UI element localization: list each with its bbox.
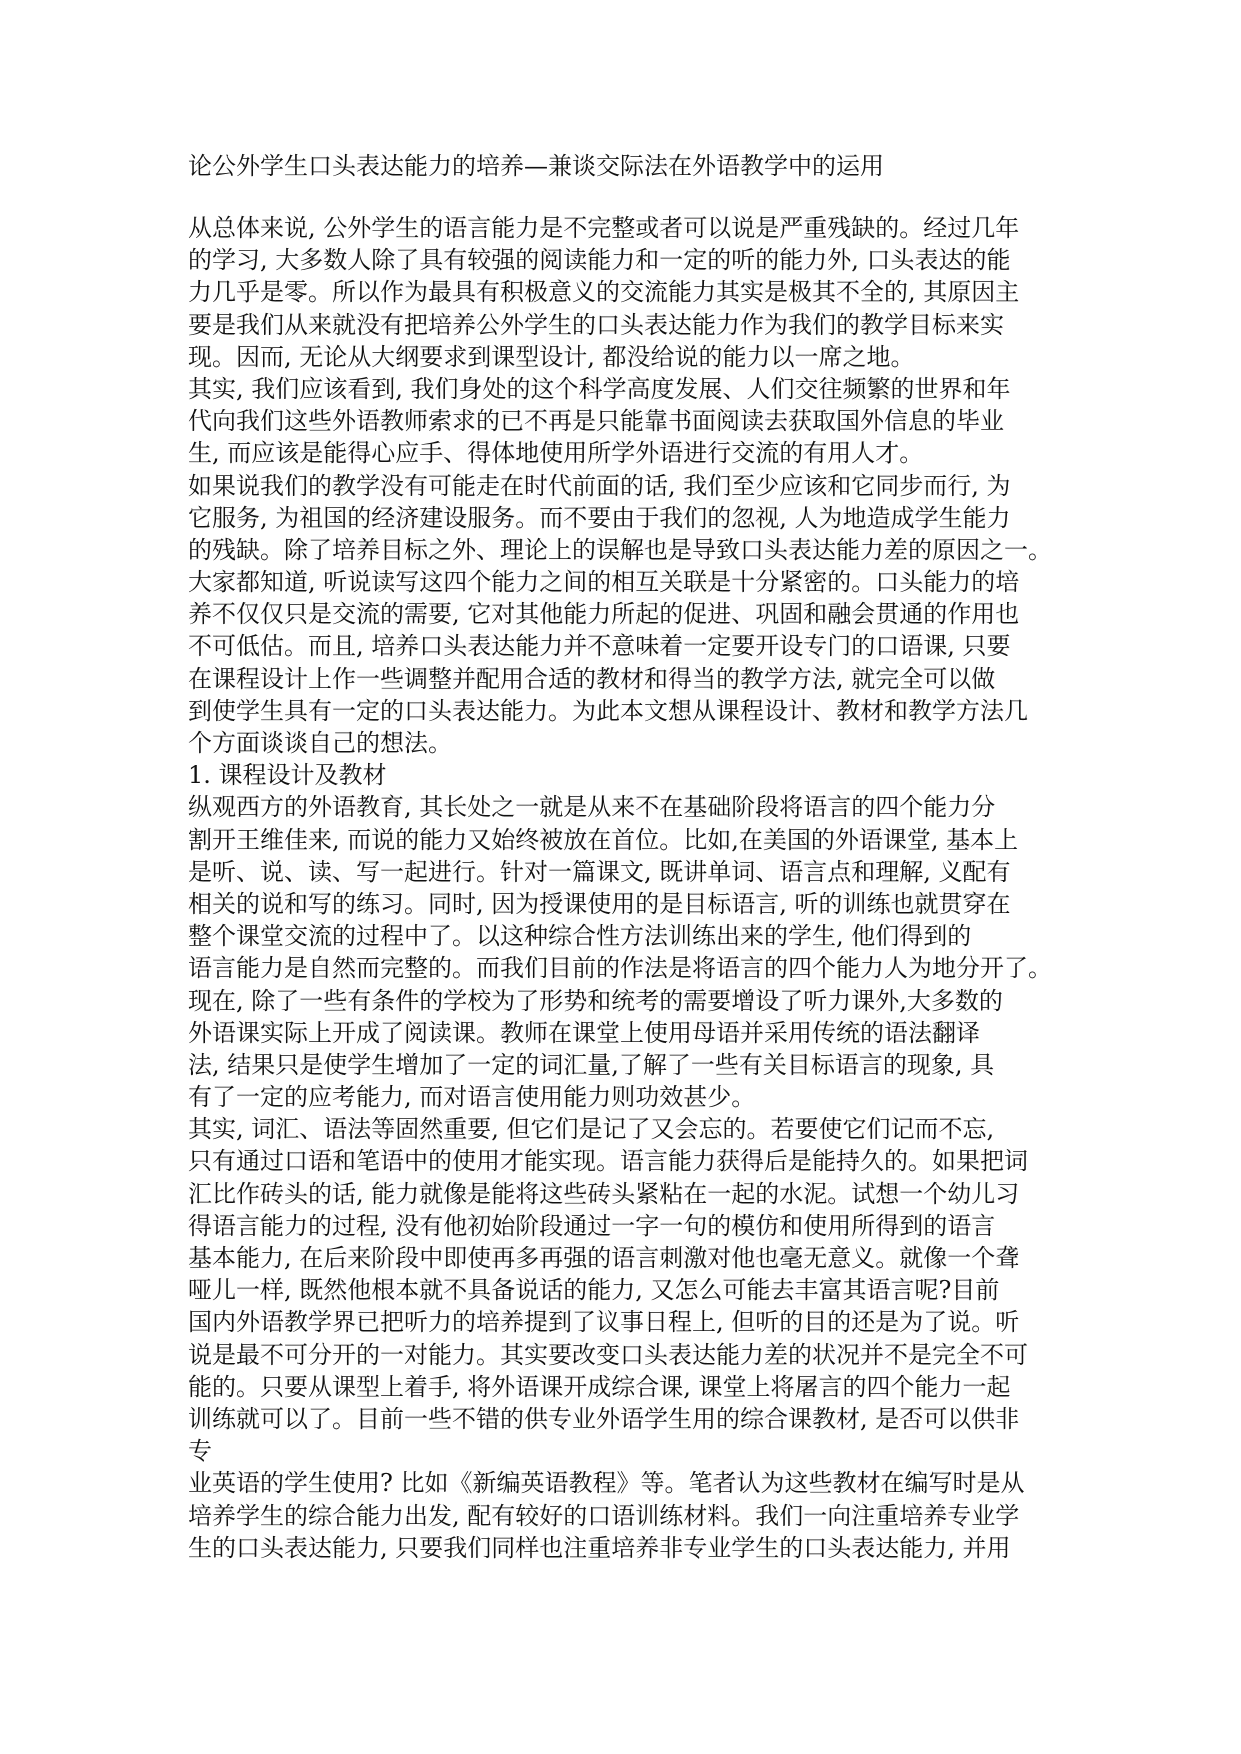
text-line: 从总体来说, 公外学生的语言能力是不完整或者可以说是严重残缺的。经过几年 [188, 214, 1020, 242]
text-line: 现。因而, 无论从大纲要求到课型设计, 都没给说的能力以一席之地。 [188, 342, 915, 371]
text-line: 是听、说、读、写一起进行。针对一篇课文, 既讲单词、语言点和理解, 义配有 [188, 857, 1011, 886]
text-line: 培养学生的综合能力出发, 配有较好的口语训练材料。我们一向注重培养专业学 [188, 1501, 1020, 1530]
text-line: 语言能力是自然而完整的。而我们目前的作法是将语言的四个能力人为地分开了。 [188, 954, 1052, 983]
text-line: 现在, 除了一些有条件的学校为了形势和统考的需要增设了听力课外,大多数的 [188, 986, 1003, 1015]
text-line: 说是最不可分开的一对能力。其实要改变口头表达能力差的状况并不是完全不可 [188, 1340, 1028, 1369]
text-line: 哑儿一样, 既然他根本就不具备说话的能力, 又怎么可能去丰富其语言呢?目前 [188, 1276, 1000, 1305]
text-line: 的残缺。除了培养目标之外、理论上的误解也是导致口头表达能力差的原因之一。 [188, 535, 1052, 564]
document-body [188, 212, 1068, 1564]
text-line: 代向我们这些外语教师索求的已不再是只能靠书面阅读去获取国外信息的毕业 [188, 407, 1004, 436]
text-line: 到使学生具有一定的口头表达能力。为此本文想从课程设计、教材和教学方法几 [188, 696, 1028, 725]
text-line: 纵观西方的外语教育, 其长处之一就是从来不在基础阶段将语言的四个能力分 [188, 793, 996, 822]
text-line: 它服务, 为祖国的经济建设服务。而不要由于我们的忽视, 人为地造成学生能力 [188, 503, 1011, 532]
text-line: 1. 课程设计及教材 [188, 761, 387, 790]
text-line: 生的口头表达能力, 只要我们同样也注重培养非专业学生的口头表达能力, 并用 [188, 1533, 1011, 1562]
text-line: 其实, 我们应该看到, 我们身处的这个科学高度发展、人们交往频繁的世界和年 [188, 374, 1011, 403]
text-line: 国内外语教学界已把听力的培养提到了议事日程上, 但听的目的还是为了说。听 [188, 1308, 1020, 1337]
text-line: 相关的说和写的练习。同时, 因为授课使用的是目标语言, 听的训练也就贯穿在 [188, 889, 1011, 918]
text-line: 割开王维佳来, 而说的能力又始终被放在首位。比如,在美国的外语课堂, 基本上 [188, 825, 1019, 854]
text-line: 的学习, 大多数人除了具有较强的阅读能力和一定的听的能力外, 口头表达的能 [188, 246, 1011, 275]
text-line: 不可低估。而且, 培养口头表达能力并不意味着一定要开设专门的口语课, 只要 [188, 632, 1011, 661]
text-line: 训练就可以了。目前一些不错的供专业外语学生用的综合课教材, 是否可以供非 [188, 1404, 1020, 1433]
text-line: 有了一定的应考能力, 而对语言使用能力则功效甚少。 [188, 1083, 756, 1112]
text-line: 养不仅仅只是交流的需要, 它对其他能力所起的促进、巩固和融会贯通的作用也 [188, 600, 1020, 629]
text-line: 汇比作砖头的话, 能力就像是能将这些砖头紧粘在一起的水泥。试想一个幼儿习 [188, 1179, 1020, 1208]
document-title: 论公外学生口头表达能力的培养—兼谈交际法在外语教学中的运用 [188, 152, 884, 180]
text-line: 个方面谈谈自己的想法。 [188, 729, 452, 757]
text-line: 只有通过口语和笔语中的使用才能实现。语言能力获得后是能持久的。如果把词 [188, 1147, 1028, 1176]
text-line: 整个课堂交流的过程中了。以这种综合性方法训练出来的学生, 他们得到的 [188, 922, 972, 951]
text-line: 其实, 词汇、语法等固然重要, 但它们是记了又会忘的。若要使它们记而不忘, [188, 1115, 995, 1144]
text-line: 能的。只要从课型上着手, 将外语课开成综合课, 课堂上将屠言的四个能力一起 [188, 1372, 1011, 1401]
text-line: 业英语的学生使用? 比如《新编英语教程》等。笔者认为这些教材在编写时是从 [188, 1469, 1025, 1498]
text-line: 力几乎是零。所以作为最具有积极意义的交流能力其实是极其不全的, 其原因主 [188, 278, 1020, 307]
text-line: 生, 而应该是能得心应手、得体地使用所学外语进行交流的有用人才。 [188, 439, 924, 468]
text-line: 如果说我们的教学没有可能走在时代前面的话, 我们至少应该和它同步而行, 为 [188, 471, 1011, 500]
text-line: 要是我们从来就没有把培养公外学生的口头表达能力作为我们的教学目标来实 [188, 310, 1004, 339]
text-line: 外语课实际上开成了阅读课。教师在课堂上使用母语并采用传统的语法翻译 [188, 1018, 980, 1047]
text-line: 得语言能力的过程, 没有他初始阶段通过一字一句的模仿和使用所得到的语言 [188, 1211, 996, 1240]
text-line: 专 [188, 1437, 212, 1466]
text-line: 基本能力, 在后来阶段中即使再多再强的语言刺激对他也毫无意义。就像一个聋 [188, 1244, 1020, 1272]
text-line: 在课程设计上作一些调整并配用合适的教材和得当的教学方法, 就完全可以做 [188, 664, 996, 693]
text-line: 大家都知道, 听说读写这四个能力之间的相互关联是十分紧密的。口头能力的培 [188, 568, 1020, 597]
text-line: 法, 结果只是使学生增加了一定的词汇量,了解了一些有关目标语言的现象, 具 [188, 1050, 995, 1079]
